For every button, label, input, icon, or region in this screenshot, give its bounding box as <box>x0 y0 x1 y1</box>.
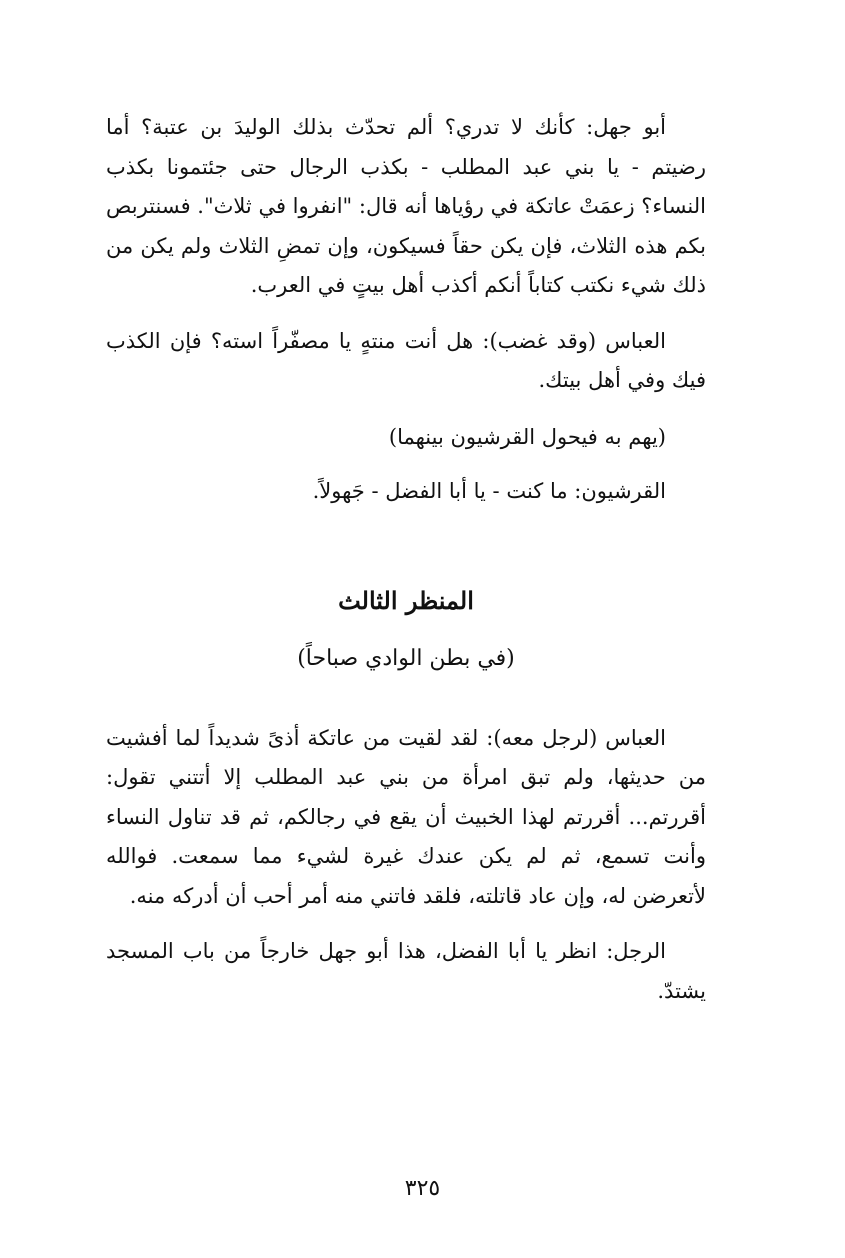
page-number: ٣٢٥ <box>404 1176 441 1201</box>
scene-subtitle: (في بطن الوادي صباحاً) <box>297 645 515 671</box>
scene-title: المنظر الثالث <box>338 585 474 615</box>
man-speech-paragraph: الرجل: انظر يا أبا الفضل، هذا أبو جهل خارجاً من باب المسجد يشتدّ. <box>106 939 706 1003</box>
stage-direction: (يهم به فيحول القرشيون بينهما) <box>388 424 666 449</box>
abbas-speech-paragraph: العباس (لرجل معه): لقد لقيت من عاتكة أذىً شديداً لما أفشيت من حديثها، ولم تبق امرأة من بني عبد المطلب إلا أتتني تقول: أقررتم... أقررتم لهذا الخبيث أن يقع في رجالكم، ثم قد تناول النساء وأنت تسمع، ثم لم يكن عندك غيرة لشيء مما سمعت. فوالله لأتعرضن له، وإن عاد قاتلته، فلقد فاتني منه أمر أحب أن أدركه منه. <box>106 725 706 908</box>
abu-jahl-paragraph: أبو جهل: كأنك لا تدري؟ ألم تحدّث بذلك الوليدَ بن عتبة؟ أما رضيتم - يا بني عبد المطلب - بكذب الرجال حتى جئتمونا بكذب النساء؟ زعمَتْ عاتكة في رؤياها أنه قال: "انفروا في ثلاث". فسنتربص بكم هذه الثلاث، فإن يكن حقاً فسيكون، وإن تمضِ الثلاث ولم يكن من ذلك شيء نكتب كتاباً أنكم أكذب أهل بيتٍ في العرب. <box>106 115 706 297</box>
abbas-reply-paragraph: العباس (وقد غضب): هل أنت منتهٍ يا مصفّراً استه؟ فإن الكذب فيك وفي أهل بيتك. <box>106 328 706 392</box>
book-page <box>106 108 706 1027</box>
quraishi-line: القرشيون: ما كنت - يا أبا الفضل - جَهولاً. <box>312 478 666 503</box>
